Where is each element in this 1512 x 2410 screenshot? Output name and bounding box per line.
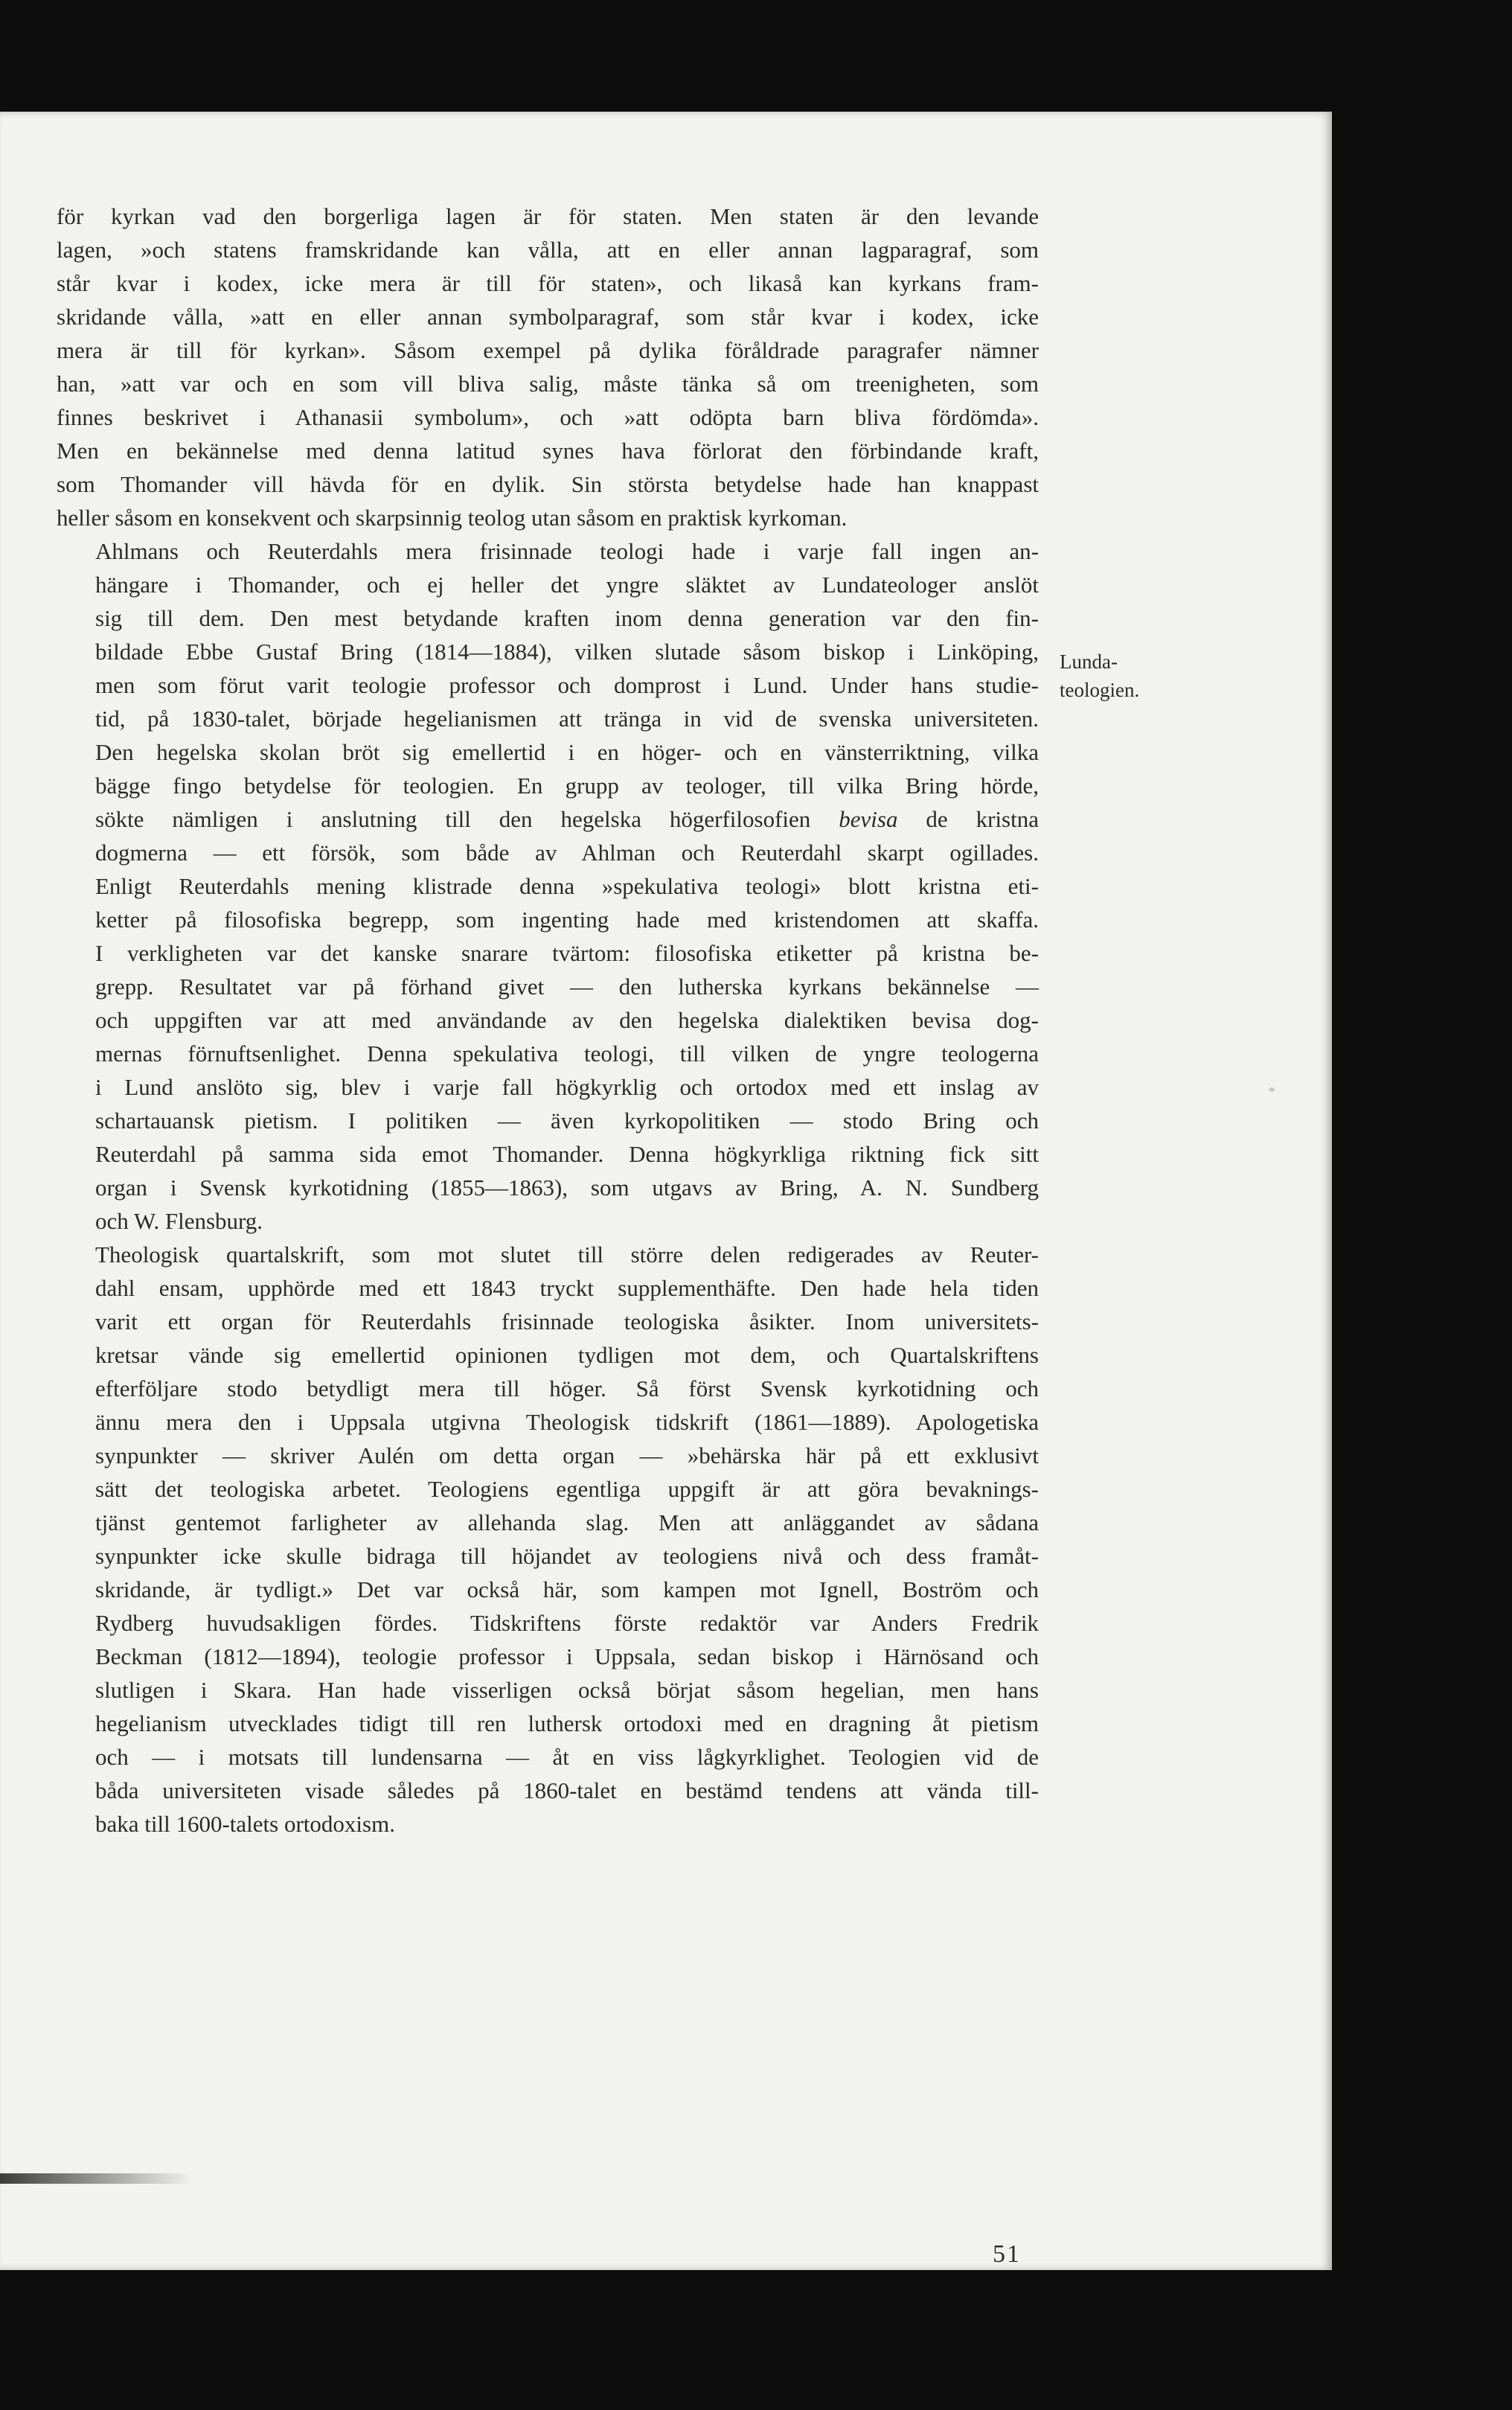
text-line: finnes beskrivet i Athanasii symbolum», och »att odöpta barn bliva fördömda». [57, 404, 1039, 430]
text-line: ketter på filosofiska begrepp, som ingenting hade med kristendomen att skaffa. [95, 907, 1039, 933]
text-line: lagen, »och statens framskridande kan vålla, att en eller annan lagparagraf, som [57, 237, 1039, 263]
text-line: tjänst gentemot farligheter av allehanda slag. Men att anläggandet av sådana [95, 1509, 1039, 1535]
text-line: Men en bekännelse med denna latitud synes hava förlorat den förbindande kraft, [57, 438, 1039, 464]
text-line: han, »att var och en som vill bliva salig, måste tänka så om treenigheten, som [57, 371, 1039, 397]
text-line: Rydberg huvudsakligen fördes. Tidskriftens förste redaktör var Anders Fredrik [95, 1610, 1039, 1636]
text-line: kretsar vände sig emellertid opinionen tydligen mot dem, och Quartalskriftens [95, 1342, 1039, 1368]
text-line: organ i Svensk kyrkotidning (1855—1863), som utgavs av Bring, A. N. Sundberg [95, 1174, 1039, 1201]
text-line: tid, på 1830-talet, började hegelianismen att tränga in vid de svenska universiteten. [95, 706, 1039, 732]
text-line: Beckman (1812—1894), teologie professor i Uppsala, sedan biskop i Härnösand och [95, 1643, 1039, 1669]
text-line: som Thomander vill hävda för en dylik. Sin största betydelse hade han knappast [57, 471, 1039, 497]
text-line: varit ett organ för Reuterdahls frisinnade teologiska åsikter. Inom universitets- [95, 1308, 1039, 1335]
page-edge-shadow [0, 2173, 193, 2184]
text-line: mernas förnuftsenlighet. Denna spekulativa teologi, till vilken de yngre teologerna [95, 1041, 1039, 1067]
text-line: synpunkter — skriver Aulén om detta organ — »behärska här på ett exklusivt [95, 1442, 1039, 1468]
text-line: baka till 1600-talets ortodoxism. [95, 1811, 395, 1837]
text-line: hängare i Thomander, och ej heller det yngre släktet av Lundateologer anslöt [95, 572, 1039, 598]
text-line: och uppgiften var att med användande av den hegelska dialektiken bevisa dog- [95, 1007, 1039, 1033]
text-line: och W. Flensburg. [95, 1208, 263, 1234]
paragraph [57, 534, 1039, 1238]
text-line: Theologisk quartalskrift, som mot slutet till större delen redigerades av Reuter- [95, 1241, 1039, 1268]
text-line: står kvar i kodex, icke mera är till för staten», och likaså kan kyrkans fram- [57, 270, 1039, 296]
text-line: men som förut varit teologie professor och domprost i Lund. Under hans studie- [95, 672, 1039, 698]
text-line: efterföljare stodo betydligt mera till höger. Så först Svensk kyrkotidning och [95, 1375, 1039, 1401]
text-line: sig till dem. Den mest betydande kraften inom denna generation var den fin- [95, 605, 1039, 631]
marginal-note-line: teologien. [1060, 679, 1140, 701]
text-line: mera är till för kyrkan». Såsom exempel på dylika föråldrade paragrafer nämner [57, 337, 1039, 363]
text-line: i Lund anslöto sig, blev i varje fall högkyrklig och ortodox med ett inslag av [95, 1074, 1039, 1100]
text-line: Ahlmans och Reuterdahls mera frisinnade teologi hade i varje fall ingen an- [95, 538, 1039, 564]
text-line: sätt det teologiska arbetet. Teologiens egentliga uppgift är att göra bevaknings- [95, 1476, 1039, 1502]
body-text [57, 199, 1039, 1841]
paper-speck [1269, 1087, 1275, 1092]
text-line: ännu mera den i Uppsala utgivna Theologisk tidskrift (1861—1889). Apologetiska [95, 1409, 1039, 1435]
paragraph [57, 1238, 1039, 1841]
text-line: dogmerna — ett försök, som både av Ahlman och Reuterdahl skarpt ogillades. [95, 840, 1039, 866]
marginal-note [1060, 648, 1186, 704]
page-number: 51 [993, 2240, 1021, 2268]
text-line: heller såsom en konsekvent och skarpsinnig teolog utan såsom en praktisk kyrkoman. [57, 505, 848, 531]
text-line: grepp. Resultatet var på förhand givet — den lutherska kyrkans bekännelse — [95, 974, 1039, 1000]
text-line: I verkligheten var det kanske snarare tvärtom: filosofiska etiketter på kristna be- [95, 940, 1039, 966]
paragraph [57, 199, 1039, 534]
text-line: och — i motsats till lundensarna — åt en viss lågkyrklighet. Teologien vid de [95, 1744, 1039, 1770]
text-line: bildade Ebbe Gustaf Bring (1814—1884), vilken slutade såsom biskop i Linköping, [95, 639, 1039, 665]
text-line: båda universiteten visade således på 1860-talet en bestämd tendens att vända till- [95, 1777, 1039, 1803]
text-line: Den hegelska skolan bröt sig emellertid i en höger- och en vänsterriktning, vilka [95, 739, 1039, 765]
text-line: Reuterdahl på samma sida emot Thomander. Denna högkyrkliga riktning fick sitt [95, 1141, 1039, 1167]
text-line: för kyrkan vad den borgerliga lagen är för staten. Men staten är den levande [57, 203, 1039, 229]
emphasis: bevisa [839, 806, 898, 832]
text-line: skridande, är tydligt.» Det var också här, som kampen mot Ignell, Boström och [95, 1576, 1039, 1602]
text-line: Enligt Reuterdahls mening klistrade denna »spekulativa teologi» blott kristna eti- [95, 873, 1039, 899]
text-line: schartauansk pietism. I politiken — även kyrkopolitiken — stodo Bring och [95, 1107, 1039, 1134]
text-line: bägge fingo betydelse för teologien. En grupp av teologer, till vilka Bring hörde, [95, 773, 1039, 799]
text-line: synpunkter icke skulle bidraga till höjandet av teologiens nivå och dess framåt- [95, 1543, 1039, 1569]
text-line: slutligen i Skara. Han hade visserligen också börjat såsom hegelian, men hans [95, 1677, 1039, 1703]
text-line: dahl ensam, upphörde med ett 1843 tryckt supplementhäfte. Den hade hela tiden [95, 1275, 1039, 1301]
text-line: skridande vålla, »att en eller annan symbolparagraf, som står kvar i kodex, icke [57, 304, 1039, 330]
marginal-note-line: Lunda- [1060, 651, 1118, 673]
text-line: hegelianism utvecklades tidigt till ren luthersk ortodoxi med en dragning åt pietism [95, 1710, 1039, 1736]
text-line: sökte nämligen i anslutning till den hegelska högerfilosofien bevisa de kristna [95, 806, 1039, 832]
